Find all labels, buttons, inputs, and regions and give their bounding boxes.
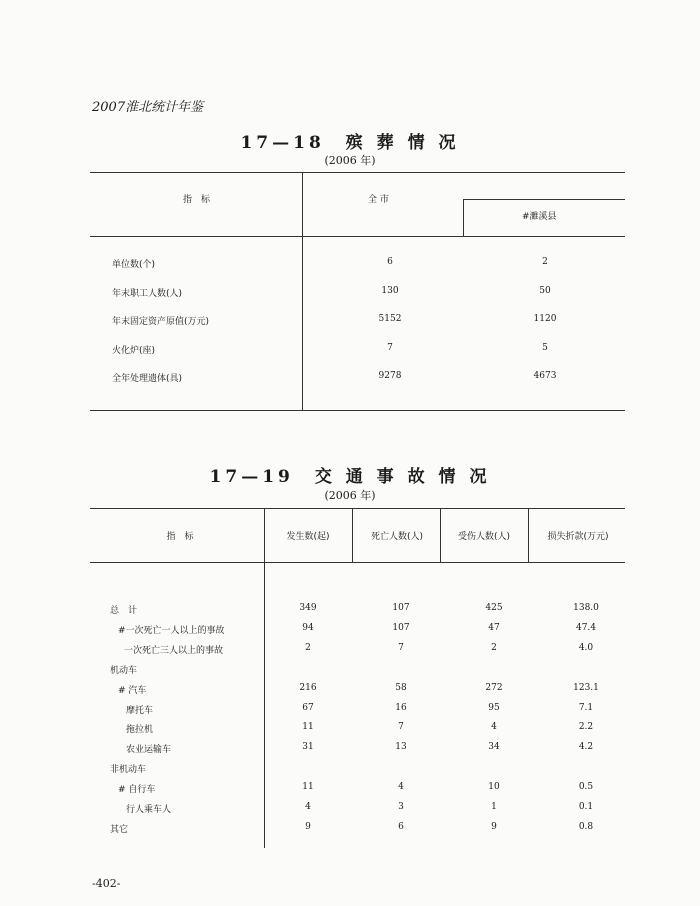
table1-subheader-rule: [463, 199, 625, 200]
table2-cell-value: 0.5: [578, 782, 594, 793]
table2-divider: [264, 508, 265, 848]
table2-cell-value: 2.2: [578, 722, 594, 733]
table1-subtitle: (2006 年): [324, 154, 376, 167]
table2-row-label: 农业运输车: [126, 745, 172, 756]
table1-row-label: 火化炉(座): [112, 345, 156, 356]
table1-subheader-divider: [463, 199, 464, 236]
table1-header-rule: [90, 236, 625, 237]
table2-col-header: 发生数(起): [286, 532, 330, 542]
table2-row-label: 其它: [110, 824, 129, 835]
table2-cell-value: 7: [398, 722, 404, 733]
table2-cell-value: 9: [305, 821, 311, 832]
table1-county-value: 50: [539, 285, 551, 296]
table2-cell-value: 349: [299, 603, 317, 613]
table2-cell-value: 9: [491, 821, 497, 832]
table2-divider: [440, 508, 441, 562]
table2-cell-value: 0.1: [578, 802, 594, 812]
table1-bottom-rule: [90, 410, 625, 411]
table2-row-label: # 汽车: [118, 685, 147, 696]
table1-divider: [302, 172, 303, 410]
table1-city-value: 6: [387, 257, 393, 267]
table2-cell-value: 7: [398, 642, 404, 653]
table2-cell-value: 11: [302, 782, 314, 793]
table2-cell-value: 2: [305, 642, 311, 653]
table2-row-label: 行人乘车人: [126, 805, 172, 815]
table2-row-label: 总 计: [110, 606, 138, 616]
table2-cell-value: 47.4: [575, 622, 597, 633]
table2-row-label: 摩托车: [126, 705, 154, 716]
page-number: -402-: [92, 877, 121, 890]
running-header: 2007淮北统计年鉴: [92, 100, 204, 115]
table2-cell-value: 58: [395, 682, 407, 693]
table1-title: 17—18 殡 葬 情 况: [240, 133, 460, 153]
table2-cell-value: 2: [491, 642, 497, 653]
table2-cell-value: 11: [302, 722, 314, 733]
table2-cell-value: 10: [488, 782, 500, 793]
table2-row-label: 机动车: [110, 665, 138, 676]
table2-cell-value: 272: [485, 682, 503, 693]
table2-cell-value: 0.8: [578, 821, 594, 832]
table1-row-label: 全年处理遗体(具): [112, 374, 183, 384]
table2-cell-value: 95: [488, 702, 500, 713]
table1-row-label: 年末职工人数(人): [112, 288, 183, 299]
table1-city-value: 7: [387, 342, 393, 353]
table2-cell-value: 1: [491, 802, 497, 812]
table1-city-value: 9278: [378, 371, 402, 381]
table2-cell-value: 13: [395, 742, 407, 753]
table2-title: 17—19 交 通 事 故 情 况: [209, 467, 491, 487]
table2-col-header: 损失折款(万元): [547, 532, 609, 542]
table2-row-label: # 自行车: [118, 785, 156, 796]
table1-row-label: 单位数(个): [112, 260, 156, 270]
table2-col-header: 指 标: [166, 532, 194, 542]
table2-header-rule: [90, 562, 625, 563]
table1-county-value: 5: [542, 342, 548, 353]
table1-county-value: 2: [542, 257, 548, 267]
table2-top-rule: [90, 508, 625, 509]
table1-row-label: 年末固定资产原值(万元): [112, 317, 210, 327]
table2-cell-value: 34: [488, 742, 500, 753]
table2-cell-value: 4: [305, 802, 311, 812]
table2-divider: [528, 508, 529, 562]
table1-city-value: 130: [381, 285, 399, 296]
table1-col-indicator: 指 标: [183, 195, 211, 205]
table2-row-label: 拖拉机: [126, 725, 154, 736]
table2-cell-value: 4: [398, 782, 404, 793]
table2-cell-value: 123.1: [573, 682, 599, 693]
table2-cell-value: 47: [488, 622, 500, 633]
table2-col-header: 受伤人数(人): [457, 532, 511, 542]
table2-cell-value: 3: [398, 802, 404, 812]
table1-city-value: 5152: [378, 314, 402, 324]
table1-col-county: #濉溪县: [522, 212, 557, 222]
table2-cell-value: 107: [392, 603, 410, 613]
table2-cell-value: 216: [299, 682, 317, 693]
table2-cell-value: 4.0: [578, 642, 594, 653]
table2-row-label: 一次死亡三人以上的事故: [124, 645, 224, 656]
table1-top-rule: [90, 172, 625, 173]
table2-cell-value: 16: [395, 702, 407, 713]
table2-row-label: 非机动车: [110, 765, 147, 776]
table2-cell-value: 6: [398, 821, 404, 832]
table2-cell-value: 425: [485, 603, 503, 613]
table2-cell-value: 94: [302, 622, 314, 633]
table1-county-value: 1120: [533, 314, 557, 324]
table1-col-city: 全 市: [368, 195, 389, 205]
table2-cell-value: 107: [392, 622, 410, 633]
table2-row-label: #一次死亡一人以上的事故: [118, 625, 225, 636]
table2-divider: [352, 508, 353, 562]
table2-cell-value: 67: [302, 702, 314, 713]
table1-county-value: 4673: [533, 371, 557, 381]
table2-cell-value: 31: [302, 742, 314, 753]
table2-cell-value: 4.2: [578, 742, 594, 753]
table2-subtitle: (2006 年): [324, 489, 376, 502]
table2-cell-value: 138.0: [573, 603, 599, 613]
table2-col-header: 死亡人数(人): [370, 532, 424, 542]
table2-cell-value: 4: [491, 722, 497, 733]
table2-cell-value: 7.1: [578, 702, 594, 713]
